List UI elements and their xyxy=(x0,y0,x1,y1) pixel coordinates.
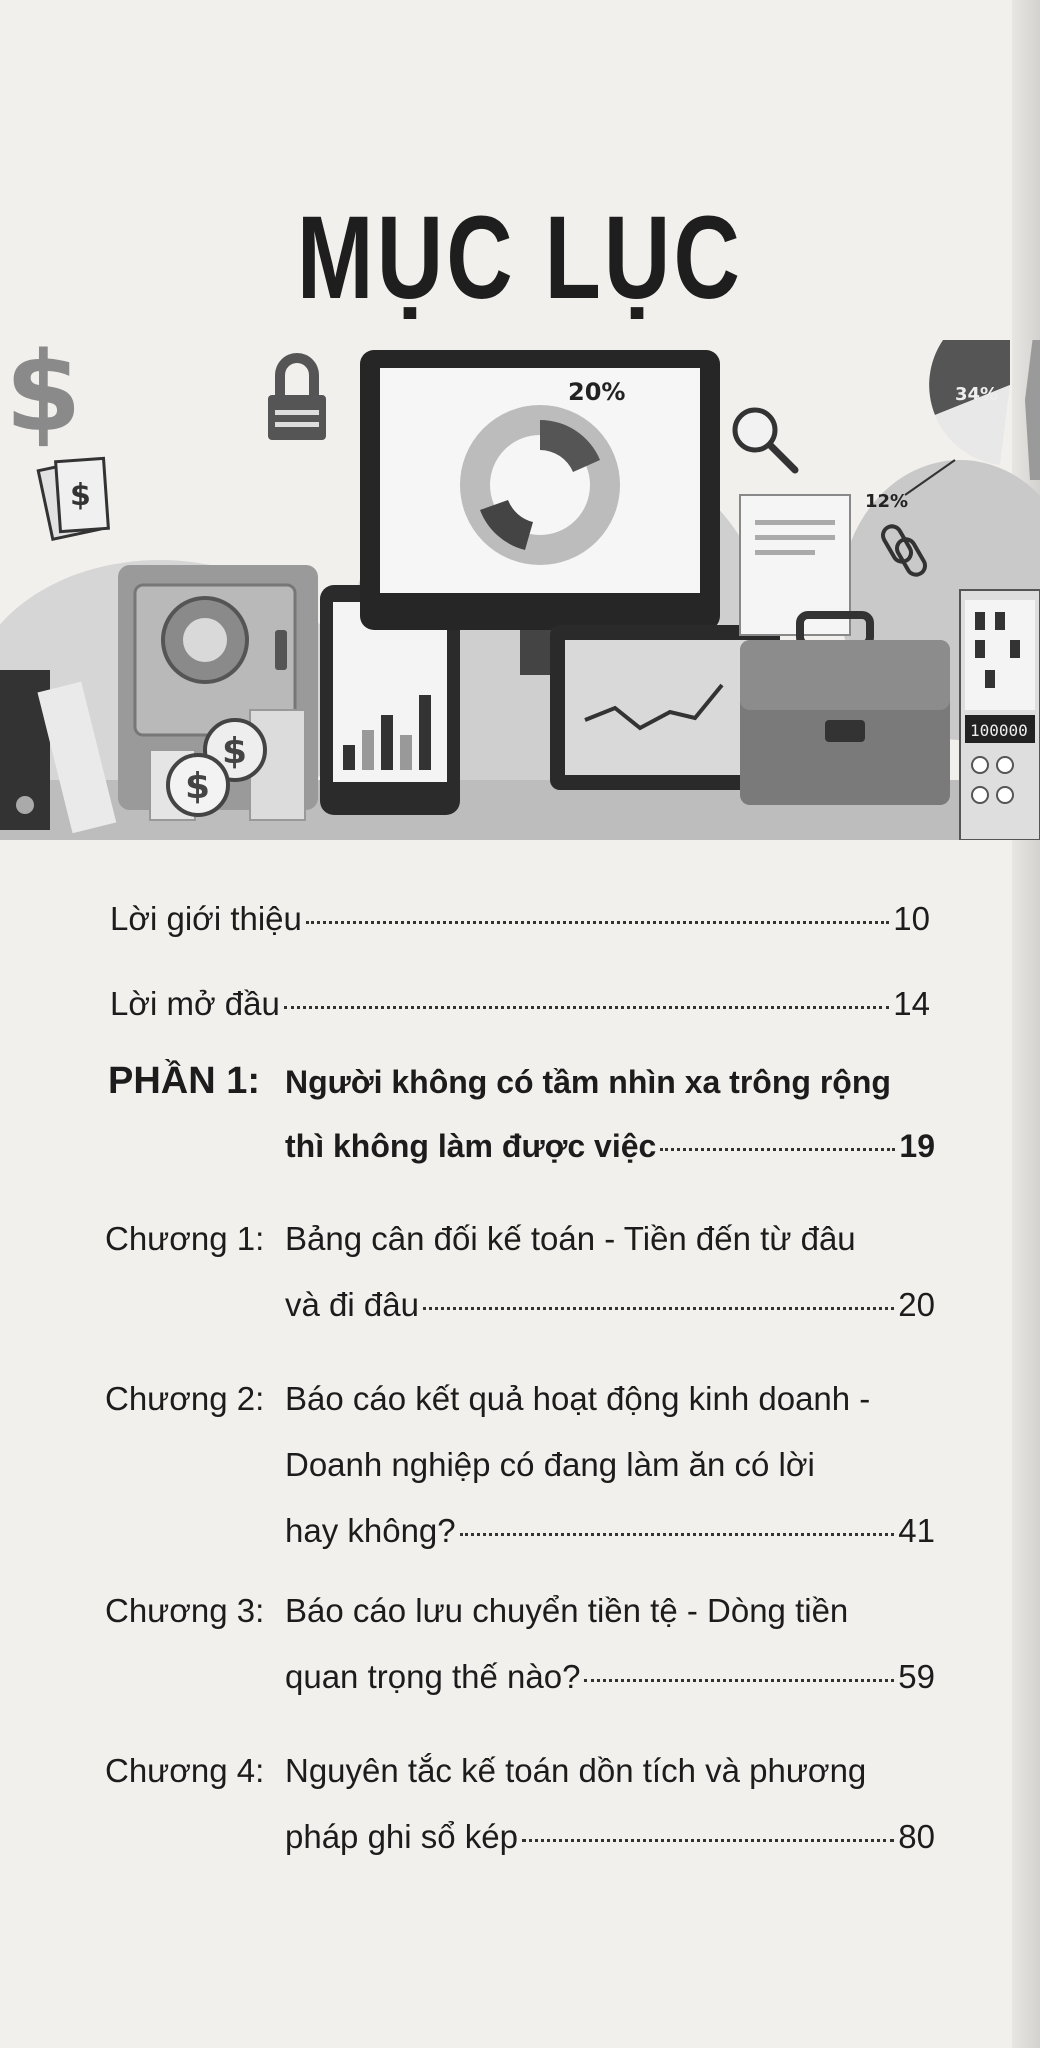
page-number: 59 xyxy=(898,1658,935,1695)
toc-line: và đi đâu 20 xyxy=(285,1286,935,1323)
toc-line: pháp ghi sổ kép 80 xyxy=(285,1818,935,1855)
page-number: 14 xyxy=(893,985,930,1022)
page-number: 80 xyxy=(898,1818,935,1855)
magnifier-icon xyxy=(735,410,795,470)
dot-leader xyxy=(460,1533,895,1536)
pie-percent-small-label: 12% xyxy=(865,491,909,512)
svg-text:$: $ xyxy=(185,766,211,807)
toc-line: Doanh nghiệp có đang làm ăn có lời xyxy=(285,1446,815,1483)
toc-line: Lời mở đầu 14 xyxy=(110,985,930,1022)
lock-icon xyxy=(268,353,326,440)
chapter-label: Chương 3: xyxy=(105,1592,265,1629)
toc-line: quan trọng thế nào? 59 xyxy=(285,1658,935,1695)
page-number: 20 xyxy=(898,1286,935,1323)
chapter-label: Chương 2: xyxy=(105,1380,265,1417)
briefcase-icon xyxy=(740,615,950,805)
svg-text:$: $ xyxy=(222,731,248,772)
toc-line: Báo cáo lưu chuyển tiền tệ - Dòng tiền xyxy=(285,1592,849,1629)
page-title: MỤC LỤC xyxy=(296,192,744,324)
dot-leader xyxy=(584,1679,894,1682)
page-number: 10 xyxy=(893,900,930,937)
finance-illustration xyxy=(0,340,1040,840)
calculator-display: 100000 xyxy=(970,721,1028,740)
toc-line: Bảng cân đối kế toán - Tiền đến từ đâu xyxy=(285,1220,856,1257)
dot-leader xyxy=(660,1148,895,1151)
toc-line: Nguyên tắc kế toán dồn tích và phương xyxy=(285,1752,867,1789)
svg-text:$: $ xyxy=(70,478,91,513)
page-edge xyxy=(1012,0,1040,2048)
page-number: 41 xyxy=(898,1512,935,1549)
dollar-icon: $ xyxy=(5,340,82,456)
monitor-percent-label: 20% xyxy=(568,378,626,406)
toc-line: Báo cáo kết quả hoạt động kinh doanh - xyxy=(285,1380,871,1417)
dot-leader xyxy=(306,921,889,924)
toc-line: hay không? 41 xyxy=(285,1512,935,1549)
calculator-icon xyxy=(960,590,1040,840)
dot-leader xyxy=(522,1839,894,1842)
banknotes-icon xyxy=(38,458,108,539)
chapter-label: Chương 4: xyxy=(105,1752,265,1789)
toc-line: Người không có tầm nhìn xa trông rộng xyxy=(285,1064,891,1100)
part-label: PHẦN 1: xyxy=(108,1060,261,1102)
chapter-label: Chương 1: xyxy=(105,1220,265,1257)
toc-line: Lời giới thiệu 10 xyxy=(110,900,930,937)
pie-percent-large-label: 34% xyxy=(955,384,999,405)
toc-line: thì không làm được việc 19 xyxy=(285,1128,935,1164)
page-number: 19 xyxy=(899,1128,935,1164)
dot-leader xyxy=(284,1006,889,1009)
dot-leader xyxy=(423,1307,894,1310)
